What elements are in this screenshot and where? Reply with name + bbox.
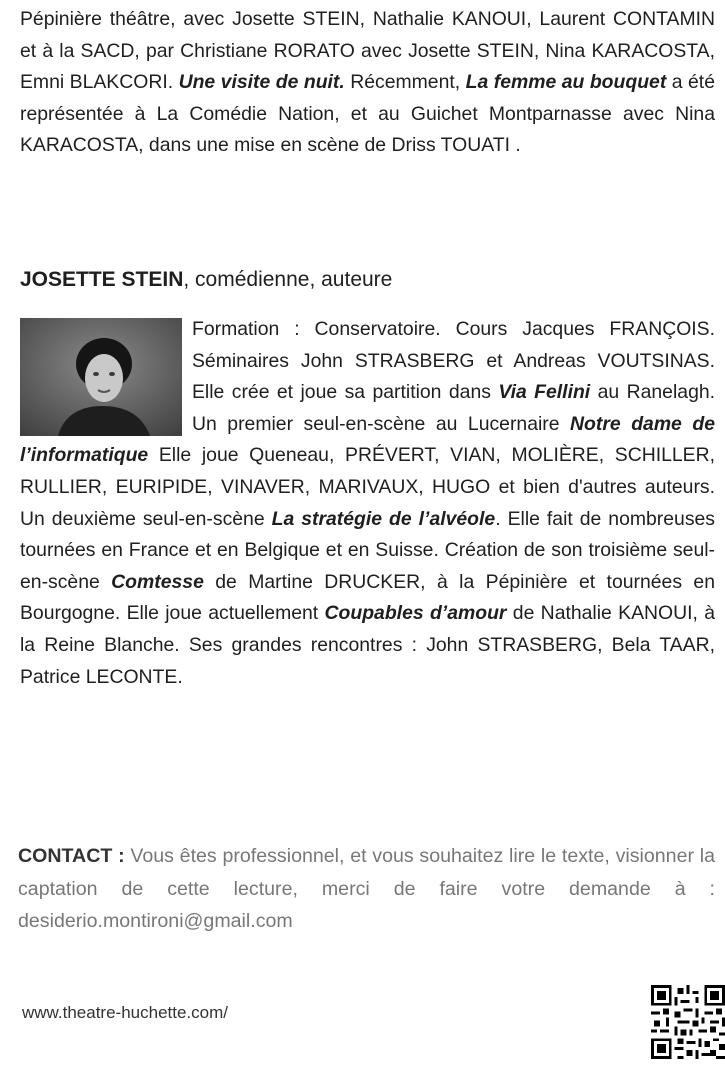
- portrait-photo: [20, 318, 182, 436]
- intro-text: a été représentée à La Comédie Nation, et au Guichet Montparnasse avec Nina KARACOSTA, dans une mise en scène de Driss TOUATI .: [20, 71, 715, 157]
- bio-name: JOSETTE STEIN: [20, 268, 184, 291]
- intro-text: Récemment,: [344, 71, 466, 94]
- work-title: La stratégie de l’alvéole: [271, 507, 496, 530]
- bio-heading: [20, 266, 392, 294]
- website-link[interactable]: www.theatre-huchette.com/: [22, 1003, 228, 1022]
- work-title: Notre dame de l’informatique: [20, 412, 715, 467]
- contact-paragraph: [18, 840, 715, 938]
- contact-label: CONTACT :: [18, 845, 125, 867]
- bio-text: . Elle fait de nombreuses tournées en France et en Belgique et en Suisse. Création de son troisième seul-en-scène: [20, 507, 716, 593]
- contact-text: Vous êtes professionnel, et vous souhaitez lire le texte, visionner la captation de cette lecture, merci de faire votre demande à : desiderio.montironi@gmail.com: [18, 845, 716, 933]
- bio-text: de Martine DRUCKER, à la Pépinière et tournées en Bourgogne. Elle joue actuellement: [20, 570, 715, 625]
- bio-text: Elle joue Queneau, PRÉVERT, VIAN, MOLIÈRE, SCHILLER, RULLIER, EURIPIDE, VINAVER, MARIVAUX, HUGO et bien d'autres auteurs. Un deuxième seul-en-scène: [20, 444, 715, 530]
- work-title: Via Fellini: [498, 381, 591, 404]
- work-title: Coupables d’amour: [324, 602, 507, 625]
- bio-role: , comédienne, auteure: [183, 268, 393, 291]
- bio-text: de Nathalie KANOUI, à la Reine Blanche. Ses grandes rencontres : John STRASBERG, Bela TAAR, Patrice LECONTE.: [20, 602, 715, 688]
- bio-text: Formation : Conservatoire. Cours Jacques FRANÇOIS. Séminaires John STRASBERG et Andreas VOUTSINAS. Elle crée et joue sa partition dans: [192, 318, 715, 404]
- play-title: La femme au bouquet: [465, 71, 667, 94]
- bio-text: au Ranelagh. Un premier seul-en-scène au Lucernaire: [192, 381, 716, 435]
- work-title: Comtesse: [111, 570, 204, 593]
- play-title: Une visite de nuit.: [178, 71, 345, 94]
- bio-paragraph: [20, 314, 715, 693]
- qr-code-icon: [651, 985, 725, 1059]
- intro-paragraph: [20, 4, 715, 162]
- intro-text: Pépinière théâtre, avec Josette STEIN, Nathalie KANOUI, Laurent CONTAMIN et à la SACD, par Christiane RORATO avec Josette STEIN, Nina KARACOSTA, Emni BLAKCORI.: [20, 8, 715, 94]
